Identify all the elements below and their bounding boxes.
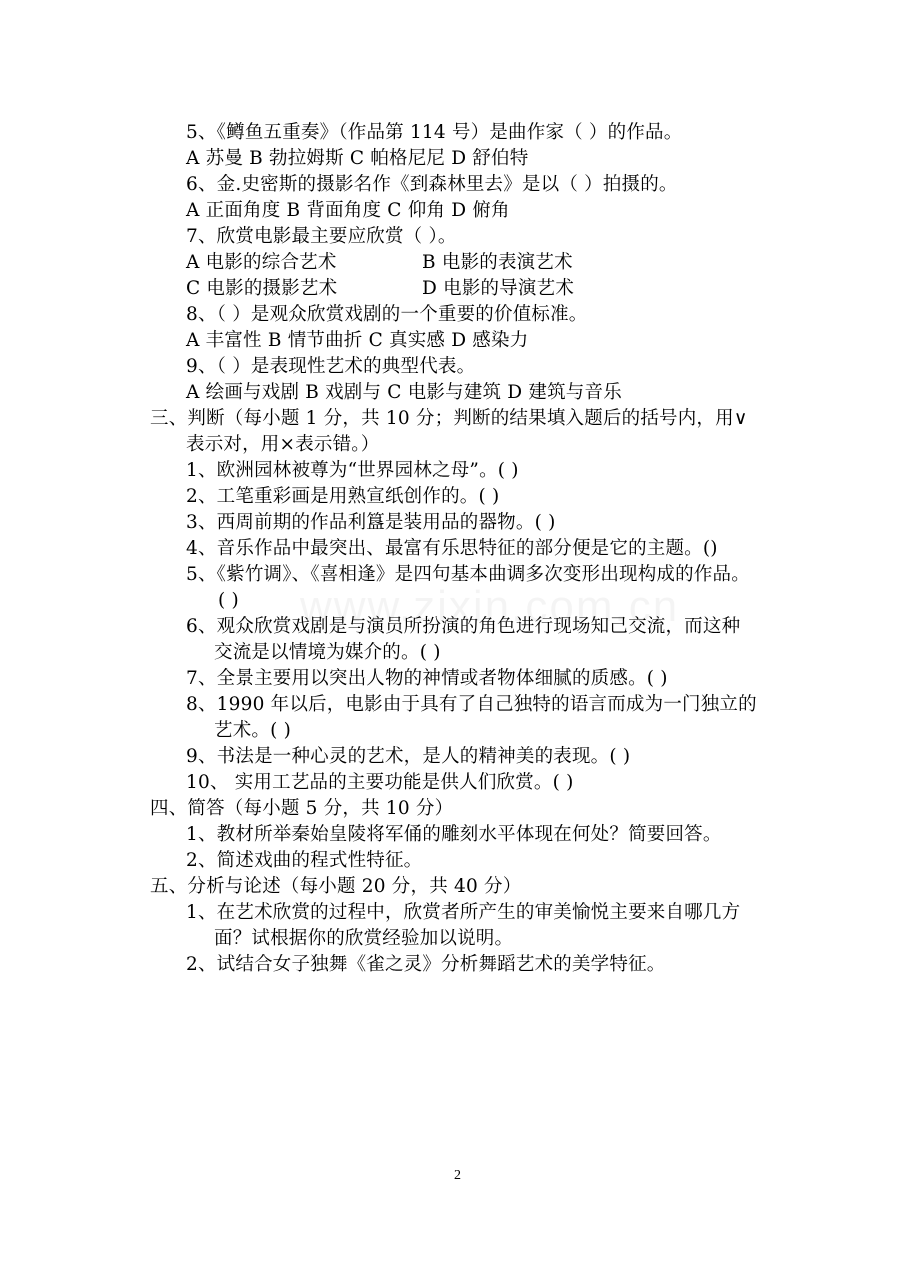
judge-item-9: 9、书法是一种心灵的艺术，是人的精神美的表现。( ) (186, 746, 631, 767)
judge-item-1: 1、欧洲园林被尊为“世界园林之母”。( ) (186, 460, 519, 481)
section-3-heading-cont: 表示对，用×表示错。） (186, 434, 380, 455)
question-7-option-c: C 电影的摄影艺术 (186, 278, 338, 299)
question-7-option-d: D 电影的导演艺术 (422, 278, 575, 299)
question-7-stem: 7、欣赏电影最主要应欣赏（ ）。 (186, 226, 457, 247)
judge-item-6-cont: 交流是以情境为媒介的。( ) (214, 642, 441, 663)
question-5-options: A 苏曼 B 勃拉姆斯 C 帕格尼尼 D 舒伯特 (186, 148, 529, 169)
essay-question-2: 2、试结合女子独舞《雀之灵》分析舞蹈艺术的美学特征。 (186, 954, 666, 975)
judge-item-8: 8、1990 年以后，电影由于具有了自己独特的语言而成为一门独立的 (186, 694, 757, 715)
judge-item-8-cont: 艺术。( ) (214, 720, 292, 741)
question-8-stem: 8、（ ）是观众欣赏戏剧的一个重要的价值标准。 (186, 304, 588, 325)
question-6-options: A 正面角度 B 背面角度 C 仰角 D 俯角 (186, 200, 510, 221)
short-answer-1: 1、教材所举秦始皇陵将军俑的雕刻水平体现在何处？简要回答。 (186, 824, 722, 845)
question-7-option-b: B 电影的表演艺术 (422, 252, 573, 273)
judge-item-3: 3、西周前期的作品利簋是装用品的器物。( ) (186, 512, 556, 533)
section-4-heading: 四、简答（每小题 5 分，共 10 分） (150, 798, 454, 819)
section-3-heading: 三、判断（每小题 1 分，共 10 分；判断的结果填入题后的括号内，用∨ (150, 408, 748, 429)
question-9-options: A 绘画与戏剧 B 戏剧与 C 电影与建筑 D 建筑与音乐 (186, 382, 622, 403)
judge-item-5-cont: ( ) (218, 590, 239, 611)
question-5-stem: 5、《鳟鱼五重奏》（作品第 114 号）是曲作家（ ）的作品。 (186, 122, 683, 143)
section-5-heading: 五、分析与论述（每小题 20 分，共 40 分） (150, 876, 522, 897)
question-8-options: A 丰富性 B 情节曲折 C 真实感 D 感染力 (186, 330, 529, 351)
judge-item-7: 7、全景主要用以突出人物的神情或者物体细腻的质感。( ) (186, 668, 668, 689)
judge-item-4: 4、音乐作品中最突出、最富有乐思特征的部分便是它的主题。() (186, 538, 718, 559)
question-6-stem: 6、金.史密斯的摄影名作《到森林里去》是以（ ）拍摄的。 (186, 174, 678, 195)
judge-item-6: 6、观众欣赏戏剧是与演员所扮演的角色进行现场知己交流，而这种 (186, 616, 741, 637)
question-9-stem: 9、（ ）是表现性艺术的典型代表。 (186, 356, 476, 377)
page-number: 2 (454, 1168, 461, 1183)
judge-item-2: 2、工笔重彩画是用熟宣纸创作的。( ) (186, 486, 500, 507)
judge-item-5: 5、《紫竹调》、《喜相逢》是四句基本曲调多次变形出现构成的作品。 (186, 564, 750, 585)
judge-item-10: 10、 实用工艺品的主要功能是供人们欣赏。( ) (186, 772, 574, 793)
essay-question-1: 1、在艺术欣赏的过程中，欣赏者所产生的审美愉悦主要来自哪几方 (186, 902, 741, 923)
question-7-option-a: A 电影的综合艺术 (186, 252, 337, 273)
essay-question-1-cont: 面？试根据你的欣赏经验加以说明。 (214, 928, 514, 949)
short-answer-2: 2、简述戏曲的程式性特征。 (186, 850, 423, 871)
